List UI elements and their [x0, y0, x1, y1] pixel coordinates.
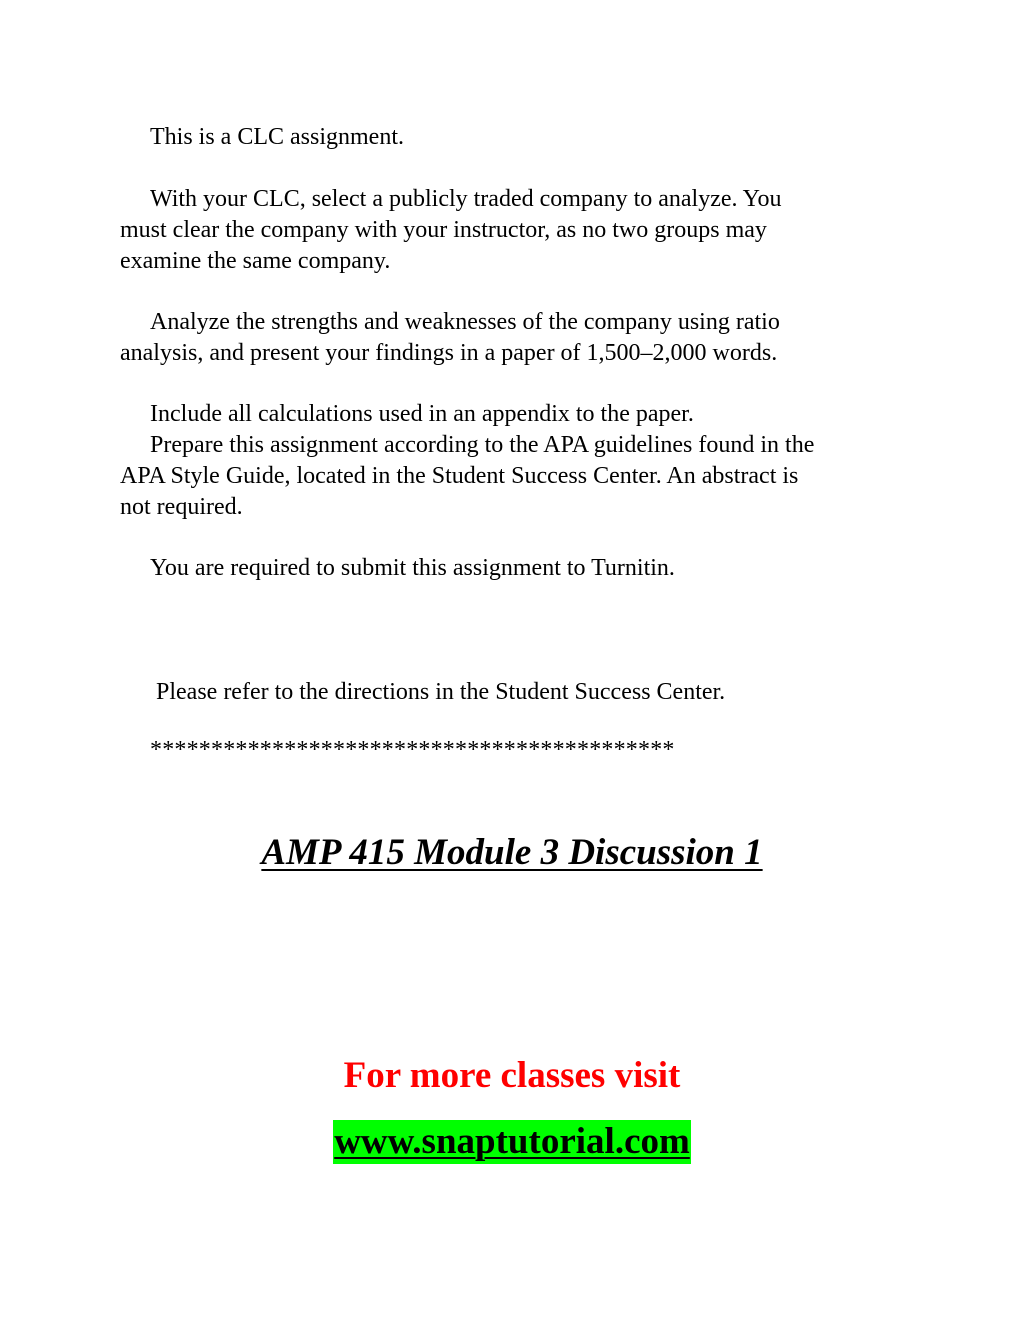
- paragraph-line: With your CLC, select a publicly traded company to analyze. You: [150, 186, 782, 212]
- promo-link-container: [0, 1120, 1024, 1164]
- snaptutorial-link[interactable]: www.snaptutorial.com: [334, 1121, 690, 1162]
- paragraph-select-company: [120, 184, 910, 277]
- paragraph-line: Analyze the strengths and weaknesses of the company using ratio: [150, 309, 780, 335]
- paragraph-turnitin: [120, 553, 910, 584]
- document-title-text: AMP 415 Module 3 Discussion 1: [261, 832, 763, 873]
- paragraph-calculations: [120, 399, 910, 430]
- document-title: [0, 830, 1024, 876]
- paragraph-line: You are required to submit this assignment to Turnitin.: [150, 555, 675, 581]
- separator-asterisks: *******************************************: [150, 737, 675, 763]
- paragraph-line: examine the same company.: [120, 248, 391, 274]
- paragraph-line: This is a CLC assignment.: [150, 124, 404, 150]
- paragraph-line: Prepare this assignment according to the APA guidelines found in the: [150, 432, 815, 458]
- paragraph-line: APA Style Guide, located in the Student Success Center. An abstract is: [120, 463, 799, 489]
- paragraph-intro: [120, 122, 910, 153]
- paragraph-apa: [120, 430, 910, 523]
- paragraph-line: analysis, and present your findings in a paper of 1,500–2,000 words.: [120, 340, 778, 366]
- paragraph-analyze: [120, 307, 910, 369]
- paragraph-line: Include all calculations used in an appendix to the paper.: [150, 401, 694, 427]
- paragraph-line: Please refer to the directions in the Student Success Center.: [150, 679, 726, 705]
- paragraph-line: not required.: [120, 494, 243, 520]
- paragraph-line: must clear the company with your instructor, as no two groups may: [120, 217, 767, 243]
- promo-text: For more classes visit: [343, 1055, 681, 1096]
